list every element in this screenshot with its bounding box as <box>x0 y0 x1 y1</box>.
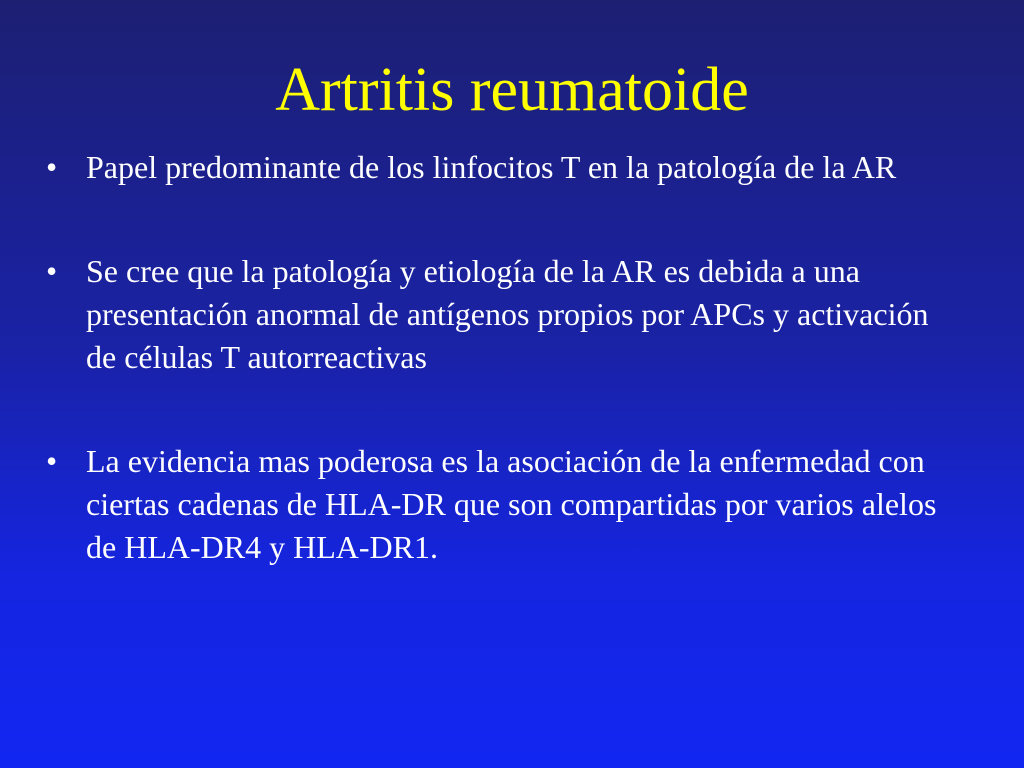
bullet-list <box>46 146 966 569</box>
bullet-text: Se cree que la patología y etiología de la AR es debida a una presentación anormal de antígenos propios por APCs y activación de células T autorreactivas <box>86 253 929 375</box>
bullet-text: Papel predominante de los linfocitos T en la patología de la AR <box>86 149 897 185</box>
bullet-dot: • <box>46 253 58 289</box>
bullet-dot: • <box>46 443 58 479</box>
bullet-item-1 <box>46 146 966 189</box>
bullet-text: La evidencia mas poderosa es la asociación de la enfermedad con ciertas cadenas de HLA-DR que son compartidas por varios alelos de HLA-DR4 y HLA-DR1. <box>86 443 937 565</box>
bullet-item-3 <box>46 440 966 569</box>
bullet-dot: • <box>46 149 58 185</box>
slide-title: Artritis reumatoide <box>275 56 749 124</box>
bullet-item-2 <box>46 250 966 379</box>
